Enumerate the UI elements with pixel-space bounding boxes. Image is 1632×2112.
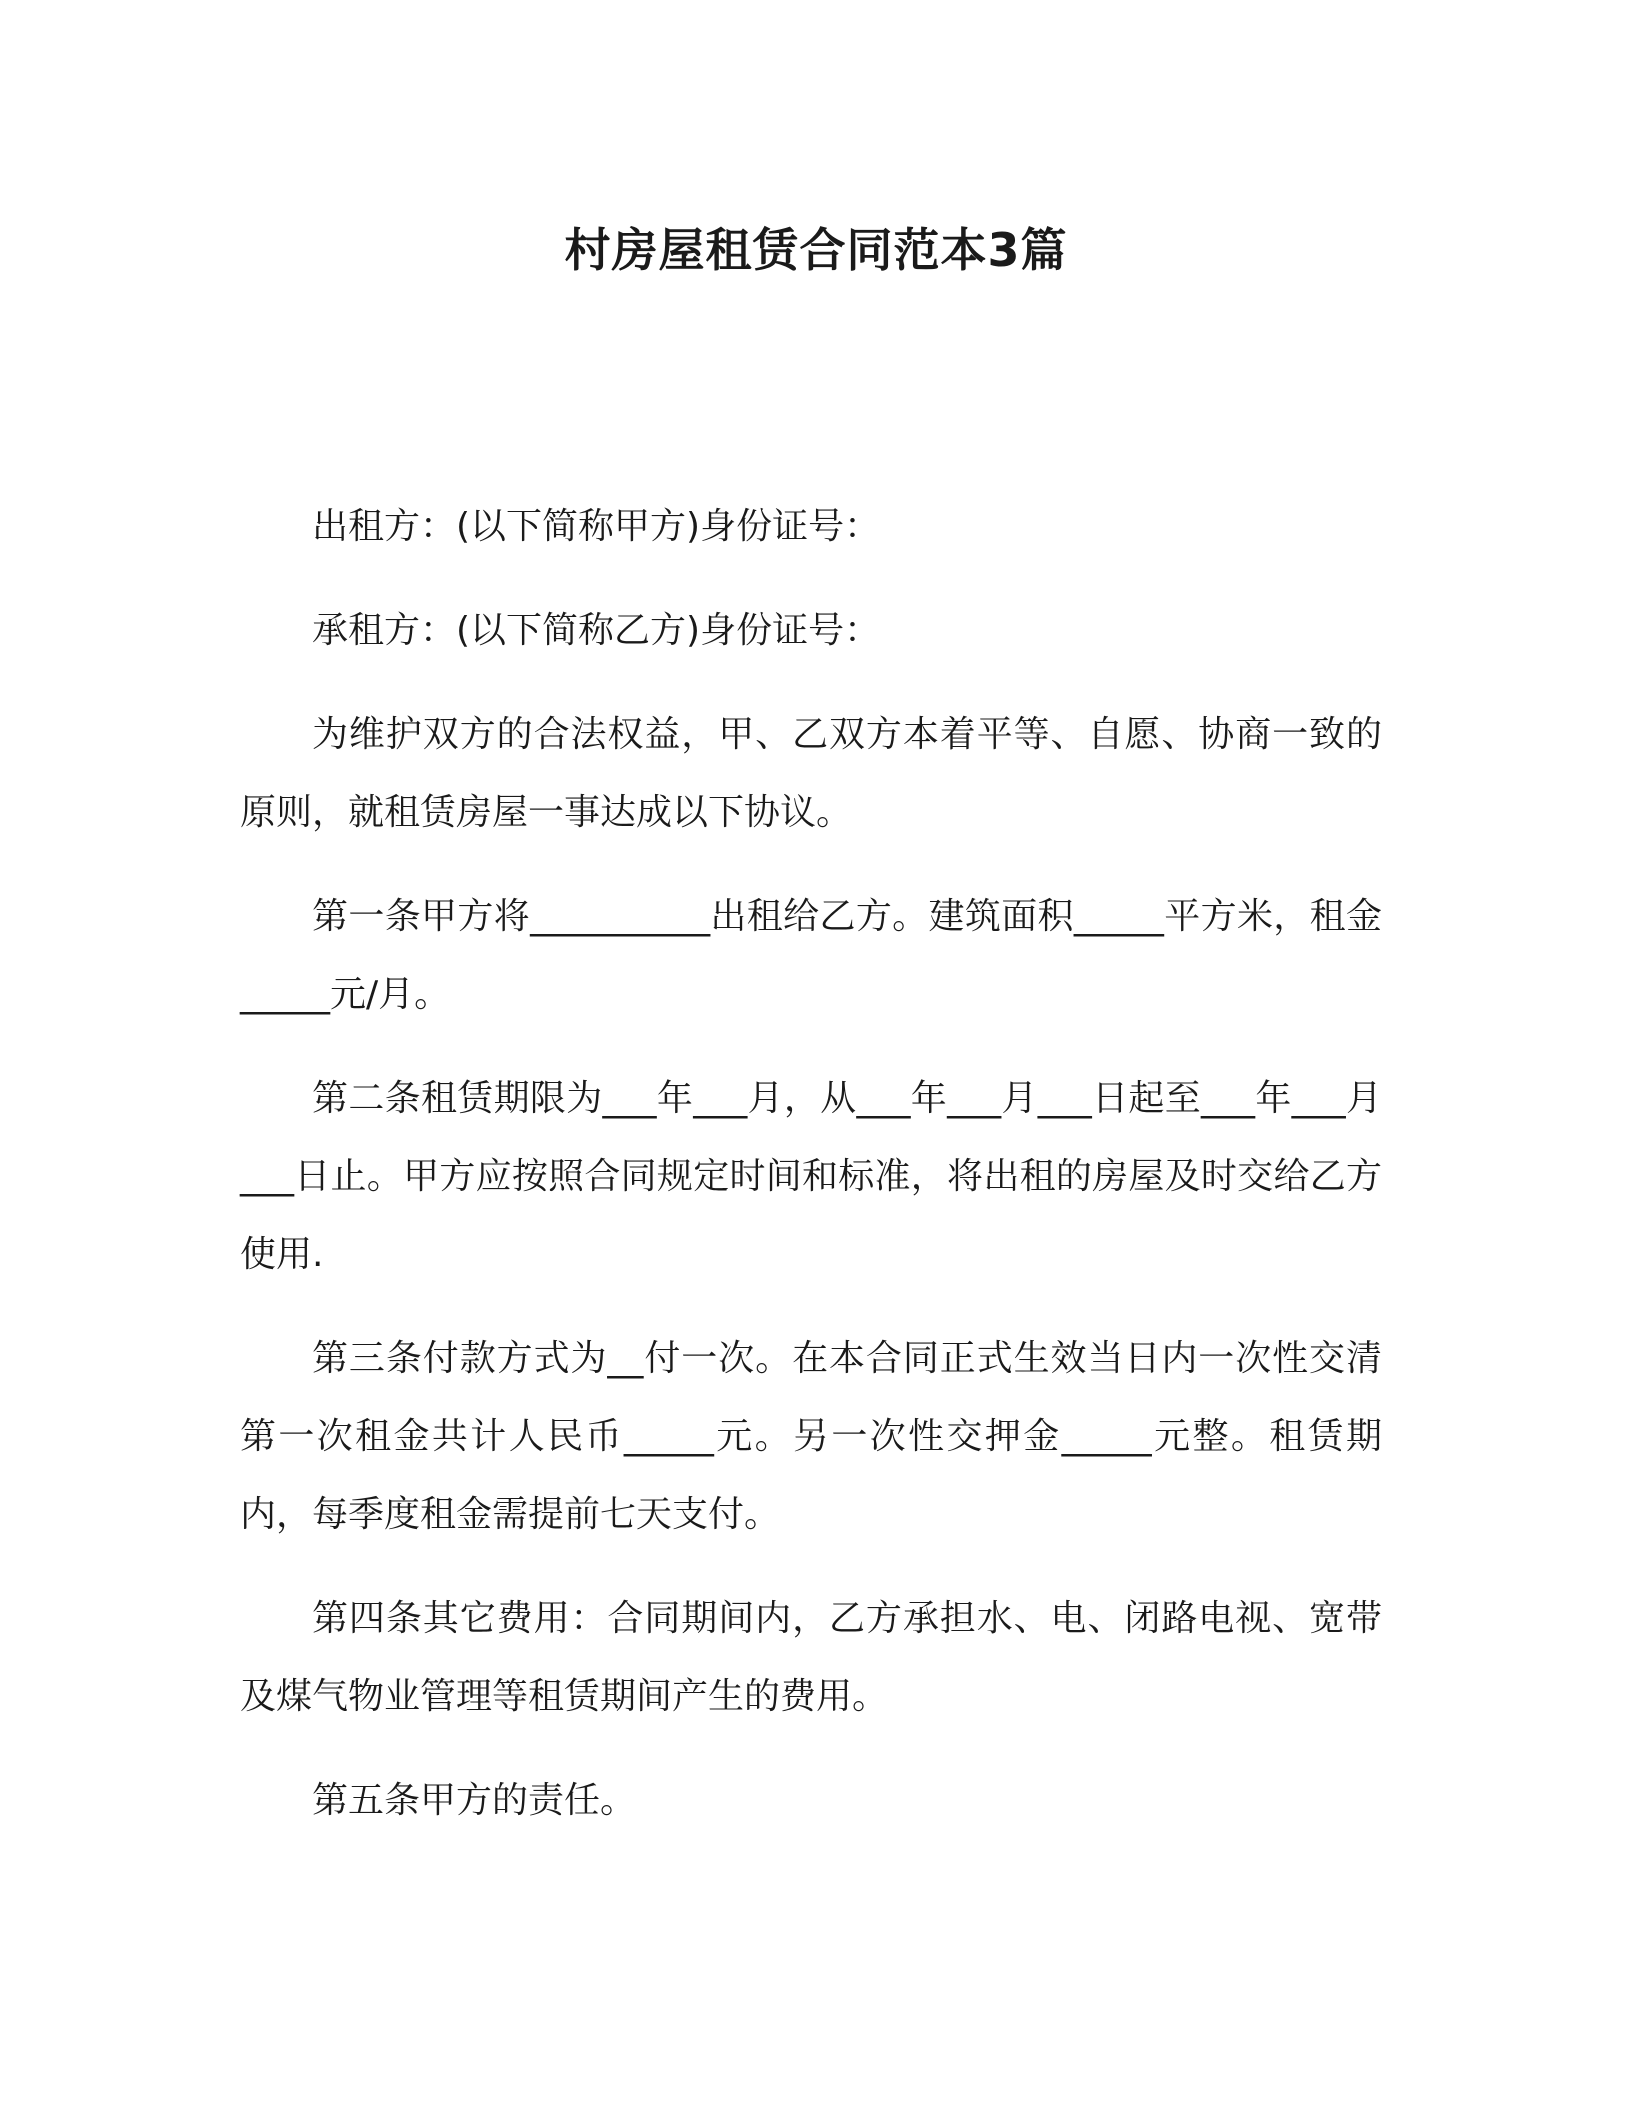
paragraph-article-4: 第四条其它费用：合同期间内，乙方承担水、电、闭路电视、宽带及煤气物业管理等租赁期间产生的费用。: [240, 1598, 1382, 1717]
paragraph-lessee: 承租方：(以下简称乙方)身份证号：: [312, 610, 881, 651]
document-title: 村房屋租赁合同范本3篇: [564, 223, 1068, 277]
paragraph-article-5: 第五条甲方的责任。: [312, 1780, 637, 1821]
document-body: [240, 488, 1382, 1866]
paragraph-lessor: 出租方：(以下简称甲方)身份证号：: [312, 506, 881, 547]
paragraph-preamble: 为维护双方的合法权益，甲、乙双方本着平等、自愿、协商一致的原则，就租赁房屋一事达成以下协议。: [240, 714, 1382, 833]
paragraph-article-1: 第一条甲方将__________出租给乙方。建筑面积_____平方米，租金_____元/月。: [240, 896, 1382, 1015]
paragraph-article-3: 第三条付款方式为__付一次。在本合同正式生效当日内一次性交清第一次租金共计人民币_____元。另一次性交押金_____元整。租赁期内，每季度租金需提前七天支付。: [240, 1338, 1382, 1535]
paragraph-article-2: 第二条租赁期限为___年___月，从___年___月___日起至___年___月___日止。甲方应按照合同规定时间和标准，将出租的房屋及时交给乙方使用.: [240, 1078, 1382, 1275]
